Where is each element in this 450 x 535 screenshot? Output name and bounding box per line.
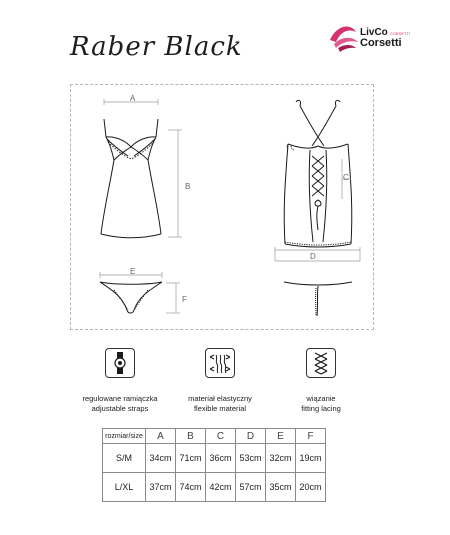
col-header-b: B [176,429,206,444]
table-cell: 57cm [236,473,266,502]
size-table-corner: rozmiar/size [103,429,146,444]
table-row [103,444,326,473]
size-label: S/M [103,444,146,473]
feature-material-label-en: flexible material [193,404,247,413]
table-cell: 20cm [296,473,326,502]
product-title: Raber Black [70,32,243,62]
thong-back-drawing [284,282,352,316]
table-cell: 36cm [206,444,236,473]
garment-diagram [70,84,374,330]
table-cell: 32cm [266,444,296,473]
thong-front-drawing [100,282,162,313]
elastic-material-icon [205,348,235,378]
col-header-e: E [266,429,296,444]
col-header-f: F [296,429,326,444]
logo-line1: LivCo [360,27,388,38]
size-table [102,428,326,502]
table-cell: 35cm [266,473,296,502]
logo-line1-suffix: CORSETTI [389,31,411,36]
label-a: A [130,94,136,103]
feature-straps-label-en: adjustable straps [91,404,149,413]
table-cell: 37cm [146,473,176,502]
size-table-header [103,429,326,444]
col-header-a: A [146,429,176,444]
feature-lacing-label-pl: wiązanie [306,394,336,403]
col-header-c: C [206,429,236,444]
table-row [103,473,326,502]
table-cell: 42cm [206,473,236,502]
label-d: D [310,252,316,261]
feature-material-label-pl: materiał elastyczny [188,394,252,403]
label-c: C [343,173,349,182]
label-e: E [130,267,136,276]
label-b: B [185,182,191,191]
chemise-front-drawing [101,119,161,238]
feature-straps-label-pl: regulowane ramiączka [82,394,158,403]
size-label: L/XL [103,473,146,502]
label-f: F [182,295,187,304]
table-cell: 74cm [176,473,206,502]
table-cell: 19cm [296,444,326,473]
feature-lacing-label-en: fitting lacing [301,404,341,413]
col-header-d: D [236,429,266,444]
table-cell: 53cm [236,444,266,473]
brand-logo [326,18,436,58]
table-cell: 71cm [176,444,206,473]
table-cell: 34cm [146,444,176,473]
strap-adjuster-icon [105,348,135,378]
lacing-icon [306,348,336,378]
logo-line2: Corsetti [360,37,402,49]
